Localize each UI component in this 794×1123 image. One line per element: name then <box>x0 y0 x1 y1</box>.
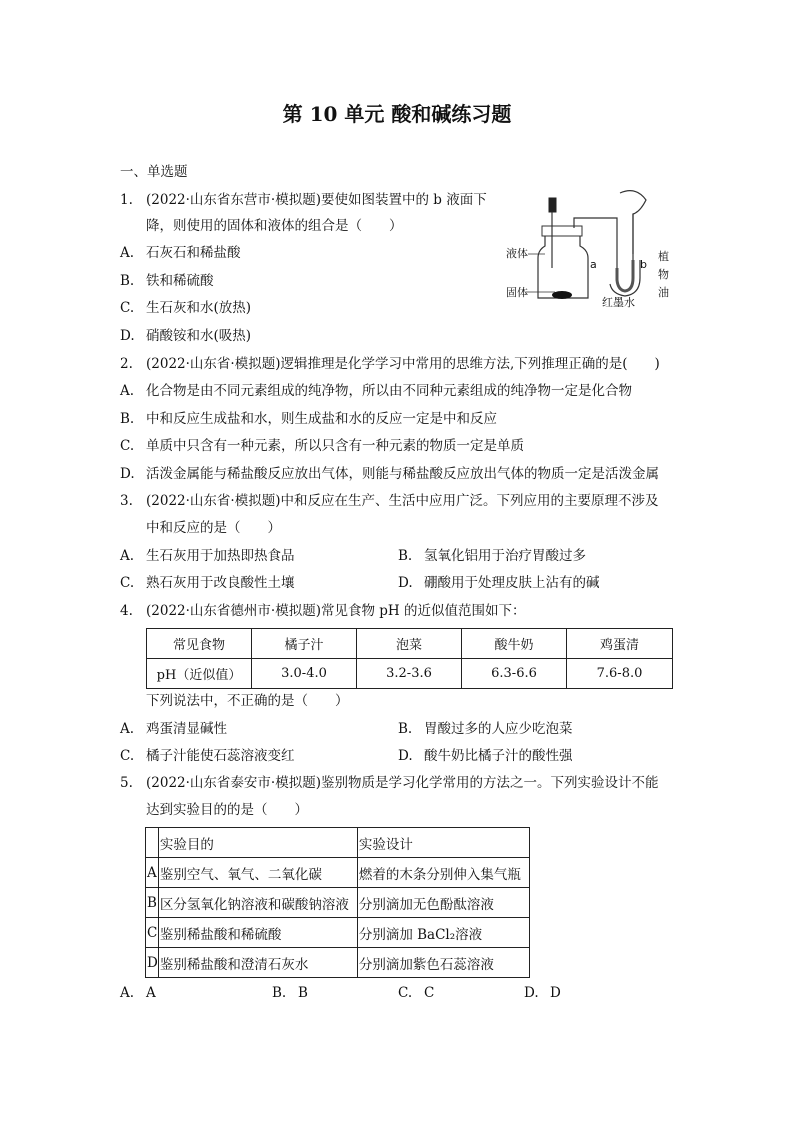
table-row <box>146 888 530 918</box>
question-2-option-a: A. 化合物是由不同元素组成的纯净物，所以由不同种元素组成的纯净物一定是化合物 <box>120 383 632 399</box>
table-cell: C <box>146 918 159 948</box>
table-cell: 区分氢氧化钠溶液和碳酸钠溶液 <box>158 888 357 918</box>
label-a: a <box>590 258 597 271</box>
question-4-option-c: C. 橘子汁能使石蕊溶液变红 <box>120 748 295 764</box>
question-1-stem-cont: 降，则使用的固体和液体的组合是（ ） <box>146 218 403 234</box>
question-1-option-b: B. 铁和稀硫酸 <box>120 273 214 289</box>
question-1-option-a: A. 石灰石和稀盐酸 <box>120 245 241 261</box>
table-cell: B <box>146 888 159 918</box>
table-row <box>146 948 530 978</box>
table-cell: 6.3-6.6 <box>462 659 567 689</box>
question-5-stem: 5. (2022·山东省泰安市·模拟题)鉴别物质是学习化学常用的方法之一。下列实验设计不能 <box>120 775 659 791</box>
table-row <box>146 858 530 888</box>
label-red-ink: 红墨水 <box>602 296 635 309</box>
ph-table <box>146 628 673 689</box>
table-header-cell: 泡菜 <box>357 629 462 659</box>
table-cell: 分别滴加 BaCl₂溶液 <box>357 918 529 948</box>
section-heading: 一、单选题 <box>120 164 188 180</box>
question-1-stem: 1. (2022·山东省东营市·模拟题)要使如图装置中的 b 液面下 <box>120 192 487 208</box>
table-header-cell: 实验设计 <box>357 828 529 858</box>
table-cell: 鉴别稀盐酸和澄清石灰水 <box>158 948 357 978</box>
question-1-option-d: D. 硝酸铵和水(吸热) <box>120 328 252 344</box>
table-cell: 7.6-8.0 <box>567 659 673 689</box>
label-solid: 固体 <box>506 286 528 299</box>
question-3-option-b: B. 氢氧化铝用于治疗胃酸过多 <box>398 548 586 564</box>
table-cell: 鉴别稀盐酸和稀硫酸 <box>158 918 357 948</box>
page-title: 第 10 单元 酸和碱练习题 <box>282 102 512 126</box>
table-cell: pH（近似值） <box>147 659 252 689</box>
table-row <box>146 828 530 858</box>
table-header-cell: 鸡蛋清 <box>567 629 673 659</box>
table-row <box>147 629 673 659</box>
question-4-after: 下列说法中，不正确的是（ ） <box>146 693 349 709</box>
table-cell: 燃着的木条分别伸入集气瓶 <box>357 858 529 888</box>
question-5-option-b: B. B <box>272 985 308 1001</box>
question-5-option-a: A. A <box>120 985 156 1001</box>
question-1-option-c: C. 生石灰和水(放热) <box>120 300 252 316</box>
question-5-option-c: C. C <box>398 985 435 1001</box>
table-cell: 分别滴加紫色石蕊溶液 <box>357 948 529 978</box>
question-2-stem: 2. (2022·山东省·模拟题)逻辑推理是化学学习中常用的思维方法,下列推理正确的是( ) <box>120 356 660 372</box>
table-cell: 3.0-4.0 <box>252 659 357 689</box>
table-header-cell: 实验目的 <box>158 828 357 858</box>
question-number: 1. <box>120 192 133 208</box>
label-b: b <box>640 258 647 271</box>
question-4-option-d: D. 酸牛奶比橘子汁的酸性强 <box>398 748 573 764</box>
table-row <box>146 918 530 948</box>
question-2-option-b: B. 中和反应生成盐和水，则生成盐和水的反应一定是中和反应 <box>120 411 497 427</box>
question-5-option-d: D. D <box>524 985 561 1001</box>
question-2-option-d: D. 活泼金属能与稀盐酸反应放出气体，则能与稀盐酸反应放出气体的物质一定是活泼金属 <box>120 466 659 482</box>
table-header-cell <box>146 828 159 858</box>
question-2-option-c: C. 单质中只含有一种元素，所以只含有一种元素的物质一定是单质 <box>120 438 524 454</box>
table-header-cell: 酸牛奶 <box>462 629 567 659</box>
table-header-cell: 橘子汁 <box>252 629 357 659</box>
table-cell: D <box>146 948 159 978</box>
question-3-option-a: A. 生石灰用于加热即热食品 <box>120 548 295 564</box>
question-3-option-d: D. 硼酸用于处理皮肤上沾有的碱 <box>398 575 600 591</box>
question-4-option-a: A. 鸡蛋清显碱性 <box>120 721 227 737</box>
question-3-option-c: C. 熟石灰用于改良酸性土壤 <box>120 575 295 591</box>
label-oil: 植 物 油 <box>658 250 669 299</box>
question-4-option-b: B. 胃酸过多的人应少吃泡菜 <box>398 721 573 737</box>
question-4-stem: 4. (2022·山东省德州市·模拟题)常见食物 pH 的近似值范围如下： <box>120 603 526 619</box>
experiment-table <box>145 827 530 978</box>
table-cell: 3.2-3.6 <box>357 659 462 689</box>
question-3-stem: 3. (2022·山东省·模拟题)中和反应在生产、生活中应用广泛。下列应用的主要原理不涉及 <box>120 493 659 509</box>
table-row <box>147 659 673 689</box>
table-cell: 鉴别空气、氧气、二氧化碳 <box>158 858 357 888</box>
table-cell: A <box>146 858 159 888</box>
label-liquid: 液体 <box>506 247 528 260</box>
question-3-stem-cont: 中和反应的是（ ） <box>146 520 281 536</box>
table-header-cell: 常见食物 <box>147 629 252 659</box>
table-cell: 分别滴加无色酚酞溶液 <box>357 888 529 918</box>
question-5-stem-cont: 达到实验目的的是（ ） <box>146 802 308 818</box>
